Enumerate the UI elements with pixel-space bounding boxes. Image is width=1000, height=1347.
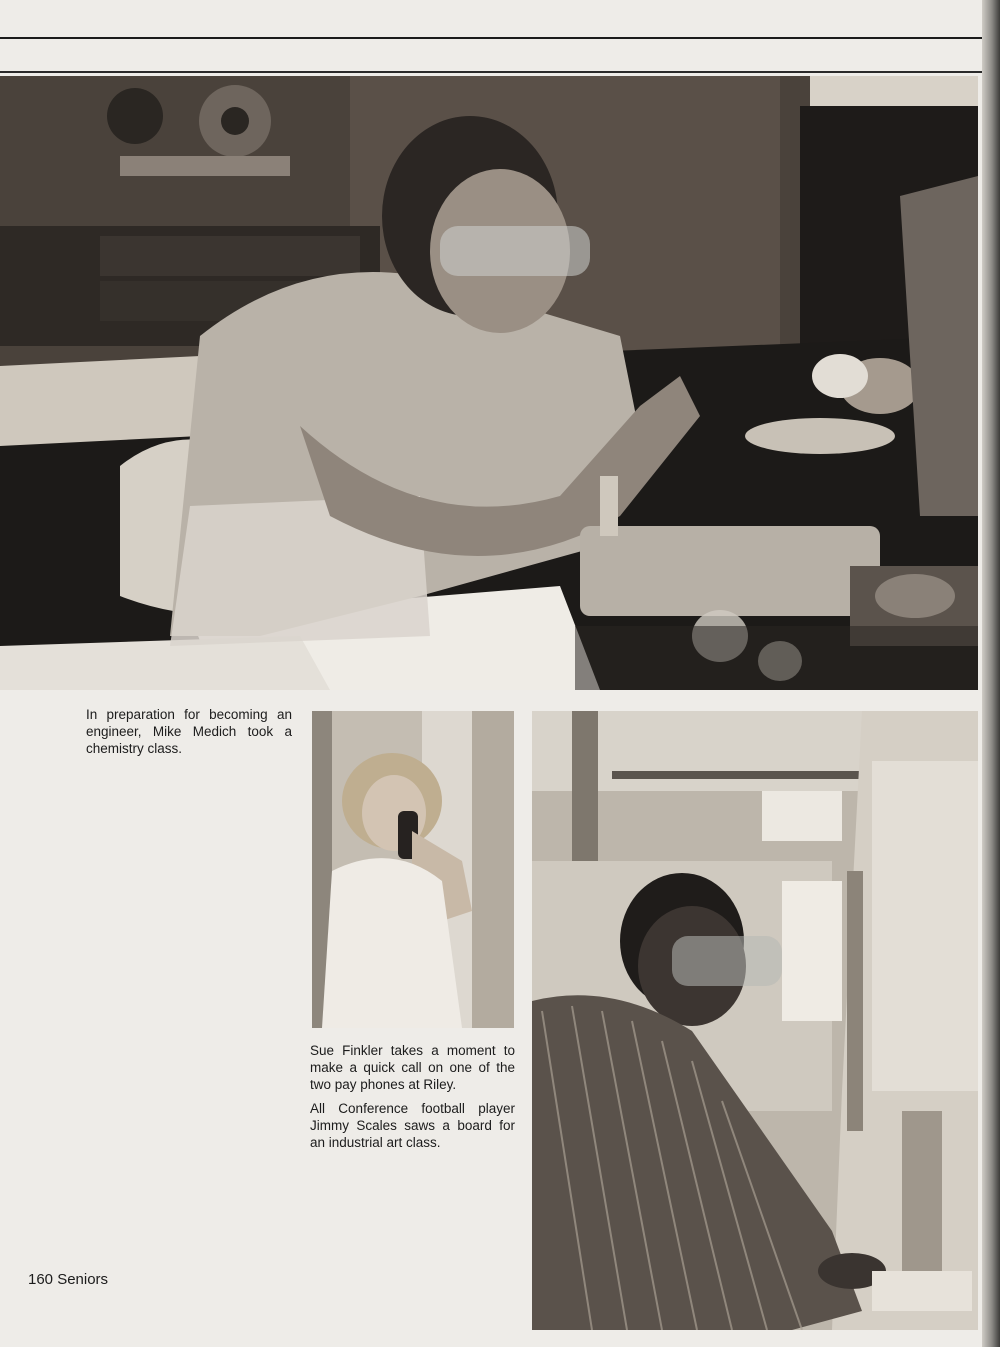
photo-chemistry-class: [0, 76, 978, 690]
page-binding-shadow: [982, 0, 1000, 1347]
caption-phone-text: Sue Finkler takes a moment to make a quick call on one of the two pay phones at Riley.: [310, 1043, 515, 1092]
page-number-section-label: 160 Seniors: [28, 1271, 109, 1288]
top-rule-secondary: [0, 71, 982, 73]
photo-pay-phone: [312, 711, 514, 1028]
caption-column-right: [310, 1042, 515, 1158]
caption-chemistry: [86, 706, 292, 764]
top-rule: [0, 37, 982, 39]
photo-band-saw: [532, 711, 978, 1330]
caption-chemistry-text: In preparation for becoming an engineer, Mike Medich took a chemistry class.: [86, 707, 292, 756]
caption-saw-text: All Conference football player Jimmy Scales saws a board for an industrial art class.: [310, 1101, 515, 1150]
